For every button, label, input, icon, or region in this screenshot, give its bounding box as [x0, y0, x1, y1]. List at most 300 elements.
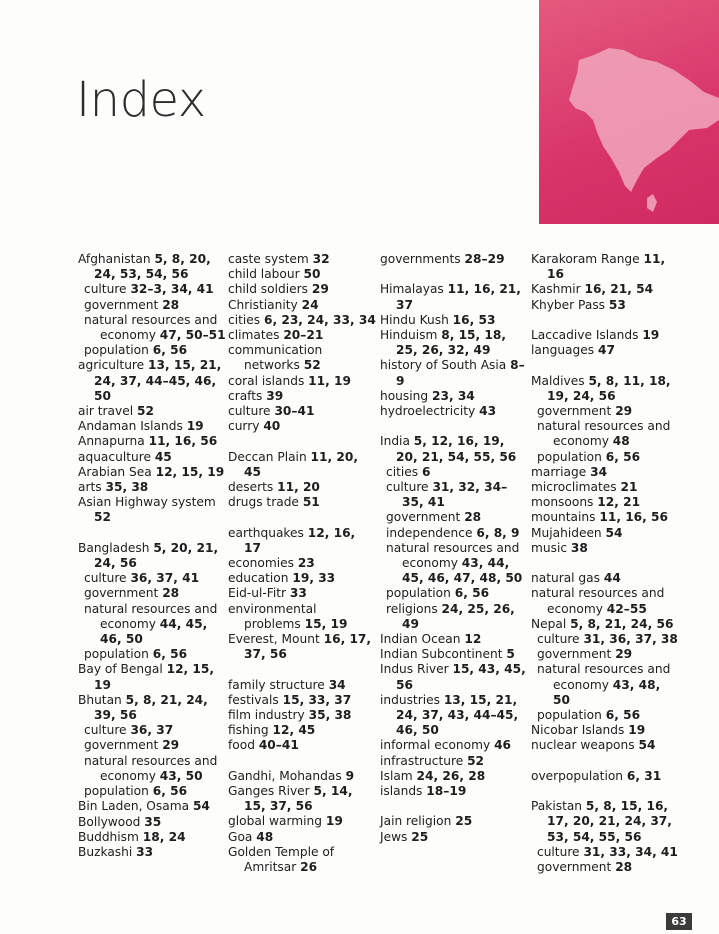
index-entry — [78, 815, 226, 830]
index-gap — [531, 784, 679, 799]
index-term: marriage — [531, 464, 587, 479]
index-pages: 23, 34 — [431, 388, 475, 403]
index-entry — [78, 495, 226, 525]
index-subentry — [78, 586, 226, 601]
index-term: population — [537, 449, 602, 464]
index-entry — [228, 495, 376, 510]
index-entry — [531, 495, 679, 510]
index-pages: 51 — [302, 495, 320, 510]
index-term: Buzkashi — [78, 844, 133, 859]
index-subentry — [380, 526, 528, 541]
index-pages: 34 — [590, 464, 608, 479]
index-term: culture — [84, 571, 127, 586]
index-term: Annapurna — [78, 434, 145, 449]
index-pages: 36, 37 — [130, 723, 174, 738]
index-subentry — [78, 343, 226, 358]
index-pages: 54 — [192, 799, 210, 814]
index-pages: 52 — [94, 510, 111, 525]
index-pages: 11, 20, 45 — [244, 449, 358, 479]
index-term: natural gas — [531, 571, 600, 586]
index-pages: 12, 16, 17 — [244, 525, 356, 555]
index-entry — [531, 252, 679, 282]
index-term: Nicobar Islands — [531, 723, 625, 738]
index-term: culture — [84, 282, 127, 297]
index-pages: 31, 32, 34–35, 41 — [402, 480, 508, 510]
index-term: Eid-ul-Fitr — [228, 586, 287, 601]
index-column-4 — [531, 252, 679, 875]
index-term: independence — [386, 525, 473, 540]
index-subentry — [380, 465, 528, 480]
index-pages: 12, 45 — [272, 723, 316, 738]
index-term: caste system — [228, 252, 309, 266]
index-term: Khyber Pass — [531, 297, 606, 312]
index-term: Gandhi, Mohandas — [228, 768, 342, 783]
index-pages: 42–55 — [606, 601, 647, 616]
index-subentry — [78, 298, 226, 313]
index-pages: 13, 15, 21, 24, 37, 44–45, 46, 50 — [94, 358, 222, 403]
index-term: Indian Ocean — [380, 632, 461, 647]
index-term: Buddhism — [78, 829, 139, 844]
index-entry — [228, 571, 376, 586]
index-entry — [228, 845, 376, 875]
index-entry — [228, 708, 376, 723]
index-term: natural resources and economy — [84, 753, 218, 783]
index-pages: 36, 37, 41 — [130, 571, 200, 586]
index-entry — [380, 647, 528, 662]
index-entry — [78, 358, 226, 404]
index-pages: 16, 17, 37, 56 — [244, 632, 372, 662]
index-term: education — [228, 571, 289, 586]
index-term: natural resources and economy — [531, 586, 665, 616]
index-term: islands — [380, 784, 423, 799]
index-entry — [380, 814, 528, 829]
index-subentry — [531, 845, 679, 860]
index-pages: 43, 48, 50 — [553, 677, 661, 707]
index-term: food — [228, 738, 255, 753]
south-asia-map-icon — [539, 0, 719, 224]
index-gap — [531, 358, 679, 373]
page-number: 63 — [666, 913, 692, 930]
index-term: fishing — [228, 723, 269, 738]
index-subentry — [78, 754, 226, 784]
index-subentry — [78, 313, 226, 343]
index-pages: 15, 19 — [304, 616, 348, 631]
index-term: Golden Temple of Amritsar — [228, 844, 335, 875]
index-subentry — [78, 738, 226, 753]
index-term: languages — [531, 343, 595, 358]
index-term: natural resources and economy — [84, 601, 218, 631]
index-term: monsoons — [531, 495, 594, 510]
index-term: government — [84, 738, 159, 753]
index-term: film industry — [228, 708, 305, 723]
index-pages: 12, 15, 19 — [155, 464, 225, 479]
index-pages: 35, 38 — [105, 480, 149, 495]
index-term: culture — [84, 723, 127, 738]
index-pages: 11, 16 — [547, 252, 666, 282]
index-pages: 28 — [464, 510, 482, 525]
index-pages: 30–41 — [274, 404, 315, 419]
index-term: agriculture — [78, 358, 145, 373]
index-pages: 16, 53 — [452, 312, 496, 327]
index-term: Karakoram Range — [531, 252, 640, 266]
index-pages: 54 — [638, 738, 656, 753]
index-pages: 15, 43, 45, 56 — [396, 662, 526, 692]
index-column-2 — [228, 252, 376, 875]
index-pages: 5 — [506, 647, 515, 662]
index-gap — [380, 419, 528, 434]
index-pages: 5, 8, 11, 18, 19, 24, 56 — [547, 373, 671, 403]
index-pages: 24, 25, 26, 49 — [402, 601, 515, 631]
index-entry — [228, 556, 376, 571]
index-column-3 — [380, 252, 528, 845]
index-term: government — [537, 647, 612, 662]
index-pages: 24 — [301, 297, 319, 312]
index-entry — [380, 252, 528, 267]
index-term: population — [386, 586, 451, 601]
index-pages: 21 — [620, 480, 638, 495]
index-term: Bangladesh — [78, 540, 150, 555]
index-pages: 16, 21, 54 — [584, 282, 654, 297]
index-term: Jain religion — [380, 814, 452, 829]
index-pages: 54 — [605, 525, 623, 540]
index-pages: 6, 31 — [626, 768, 662, 783]
index-entry — [380, 358, 528, 388]
index-pages: 33 — [289, 586, 307, 601]
index-term: natural resources and economy — [537, 662, 671, 692]
index-entry — [78, 252, 226, 282]
index-term: Jews — [380, 829, 408, 844]
index-entry — [380, 632, 528, 647]
index-entry — [228, 738, 376, 753]
index-pages: 25 — [411, 829, 429, 844]
index-entry — [380, 830, 528, 845]
index-pages: 15, 33, 37 — [282, 692, 352, 707]
index-entry — [228, 814, 376, 829]
index-term: climates — [228, 328, 280, 343]
index-term: global warming — [228, 814, 322, 829]
index-subentry — [531, 404, 679, 419]
index-term: Indian Subcontinent — [380, 647, 503, 662]
index-entry — [78, 693, 226, 723]
index-entry — [228, 343, 376, 373]
index-pages: 19 — [325, 814, 343, 829]
index-gap — [380, 267, 528, 282]
index-entry — [78, 662, 226, 692]
index-entry — [78, 480, 226, 495]
index-term: mountains — [531, 510, 596, 525]
index-pages: 32–3, 34, 41 — [130, 282, 214, 297]
index-subentry — [380, 602, 528, 632]
index-term: coral islands — [228, 373, 305, 388]
index-gap — [228, 754, 376, 769]
index-pages: 34 — [328, 677, 346, 692]
index-gap — [228, 510, 376, 525]
index-term: India — [380, 434, 410, 449]
index-pages: 18, 24 — [142, 829, 186, 844]
index-pages: 44, 45, 46, 50 — [100, 616, 208, 647]
index-entry — [228, 526, 376, 556]
index-term: Himalayas — [380, 282, 444, 297]
index-term: Bollywood — [78, 814, 141, 829]
index-term: culture — [537, 844, 580, 859]
index-pages: 28 — [615, 860, 633, 875]
index-term: Christianity — [228, 297, 298, 312]
index-entry — [380, 389, 528, 404]
index-pages: 8, 15, 18, 25, 26, 32, 49 — [396, 328, 506, 358]
index-entry — [78, 434, 226, 449]
index-subentry — [531, 450, 679, 465]
index-pages: 5, 14, 15, 37, 56 — [244, 784, 353, 814]
index-term: government — [537, 404, 612, 418]
index-subentry — [531, 860, 679, 875]
index-entry — [531, 586, 679, 616]
index-term: Hindu Kush — [380, 312, 449, 327]
index-term: government — [537, 860, 612, 875]
index-pages: 6, 8, 9 — [476, 525, 520, 540]
index-term: population — [84, 784, 149, 799]
index-subentry — [78, 784, 226, 799]
index-term: natural resources and economy — [84, 312, 218, 343]
index-entry — [228, 678, 376, 693]
index-subentry — [78, 602, 226, 648]
index-entry — [228, 632, 376, 662]
index-pages: 50 — [303, 267, 321, 282]
index-term: Deccan Plain — [228, 449, 307, 464]
index-pages: 47, 50–51 — [159, 328, 226, 343]
index-entry — [531, 480, 679, 495]
index-term: cities — [228, 312, 261, 327]
index-entry — [531, 374, 679, 404]
index-term: arts — [78, 480, 102, 495]
index-pages: 52 — [303, 358, 321, 373]
index-term: culture — [386, 480, 429, 495]
index-subentry — [78, 723, 226, 738]
index-pages: 32 — [312, 252, 330, 266]
index-subentry — [531, 708, 679, 723]
index-term: Ganges River — [228, 784, 310, 799]
index-pages: 19, 33 — [292, 571, 336, 586]
index-term: Kashmir — [531, 282, 581, 297]
index-pages: 47 — [597, 343, 615, 358]
index-subentry — [78, 282, 226, 297]
index-pages: 11, 16, 21, 37 — [396, 282, 521, 312]
index-pages: 40–41 — [258, 738, 299, 753]
index-term: overpopulation — [531, 768, 624, 783]
index-subentry — [380, 586, 528, 601]
index-pages: 5, 8, 20, 24, 53, 54, 56 — [94, 252, 211, 282]
index-pages: 28 — [162, 586, 180, 601]
index-pages: 43, 44, 45, 46, 47, 48, 50 — [402, 556, 523, 586]
index-entry — [380, 282, 528, 312]
index-pages: 12 — [464, 632, 482, 647]
index-term: population — [537, 708, 602, 723]
index-pages: 43 — [479, 404, 497, 419]
map-panel — [539, 0, 719, 224]
index-term: child labour — [228, 267, 300, 282]
index-gap — [78, 526, 226, 541]
index-subentry — [78, 571, 226, 586]
index-term: communication networks — [228, 343, 323, 373]
index-pages: 46 — [494, 738, 512, 753]
index-pages: 43, 50 — [159, 768, 203, 783]
index-entry — [380, 784, 528, 799]
index-term: infrastructure — [380, 753, 464, 768]
index-entry — [380, 404, 528, 419]
index-subentry — [380, 541, 528, 587]
index-entry — [531, 541, 679, 556]
index-pages: 23 — [297, 556, 315, 571]
index-entry — [380, 434, 528, 464]
index-pages: 29 — [615, 404, 633, 418]
index-entry — [531, 526, 679, 541]
index-term: Arabian Sea — [78, 464, 152, 479]
index-entry — [531, 328, 679, 343]
index-entry — [78, 845, 226, 860]
index-entry — [228, 404, 376, 419]
index-term: Laccadive Islands — [531, 328, 639, 342]
index-term: Andaman Islands — [78, 419, 183, 434]
index-subentry — [531, 632, 679, 647]
index-term: government — [386, 510, 461, 525]
index-term: Bin Laden, Osama — [78, 799, 190, 814]
index-pages: 20–21 — [283, 328, 324, 343]
index-pages: 6, 56 — [152, 647, 188, 662]
index-pages: 11, 16, 56 — [148, 434, 218, 449]
index-pages: 45 — [154, 449, 172, 464]
index-gap — [531, 556, 679, 571]
index-pages: 12, 21 — [597, 495, 641, 510]
index-entry — [78, 541, 226, 571]
index-pages: 31, 36, 37, 38 — [583, 632, 678, 647]
index-entry — [531, 343, 679, 358]
index-pages: 38 — [570, 540, 588, 555]
index-subentry — [531, 647, 679, 662]
index-gap — [531, 313, 679, 328]
index-subentry — [531, 419, 679, 449]
index-term: air travel — [78, 404, 134, 419]
index-entry — [228, 830, 376, 845]
bleed-through-text — [380, 70, 540, 220]
index-pages: 26 — [300, 860, 318, 875]
index-pages: 48 — [256, 829, 274, 844]
index-pages: 13, 15, 21, 24, 37, 43, 44–45, 46, 50 — [396, 692, 519, 738]
index-entry — [228, 723, 376, 738]
index-term: Indus River — [380, 662, 449, 677]
index-pages: 52 — [136, 404, 154, 419]
index-term: culture — [537, 632, 580, 647]
index-term: Hinduism — [380, 328, 438, 342]
index-pages: 11, 20 — [277, 480, 320, 495]
index-pages: 31, 33, 34, 41 — [583, 844, 678, 859]
index-term: Bay of Bengal — [78, 662, 163, 677]
index-pages: 6, 23, 24, 33, 34 — [263, 312, 376, 327]
index-gap — [531, 754, 679, 769]
index-pages: 44 — [603, 571, 621, 586]
index-term: natural resources and economy — [537, 419, 671, 449]
index-pages: 53 — [608, 297, 626, 312]
index-entry — [531, 799, 679, 845]
index-term: Bhutan — [78, 692, 122, 707]
index-subentry — [78, 647, 226, 662]
index-pages: 11, 19 — [308, 373, 351, 388]
index-entry — [228, 784, 376, 814]
index-entry — [380, 662, 528, 692]
index-term: housing — [380, 388, 429, 403]
index-pages: 5, 8, 21, 24, 39, 56 — [94, 692, 208, 723]
index-entry — [78, 404, 226, 419]
index-entry — [78, 450, 226, 465]
index-entry — [228, 693, 376, 708]
index-pages: 35, 38 — [308, 708, 352, 723]
index-pages: 6, 56 — [152, 343, 188, 358]
index-term: government — [84, 586, 159, 601]
index-pages: 48 — [612, 434, 630, 449]
index-term: environmental problems — [228, 601, 317, 631]
index-term: Mujahideen — [531, 525, 602, 540]
index-pages: 5, 8, 15, 16, 17, 20, 21, 24, 37, 53, 54, 55, 56 — [547, 799, 672, 844]
index-pages: 6, 56 — [605, 708, 641, 723]
index-entry — [531, 723, 679, 738]
index-pages: 8–9 — [396, 358, 525, 388]
index-term: deserts — [228, 480, 274, 495]
index-term: population — [84, 647, 149, 662]
index-entry — [228, 374, 376, 389]
index-term: hydroelectricity — [380, 404, 476, 419]
index-term: aquaculture — [78, 449, 151, 464]
index-gap — [380, 799, 528, 814]
index-pages: 6, 56 — [605, 449, 641, 464]
index-pages: 12, 15, 19 — [94, 662, 215, 692]
index-pages: 40 — [263, 419, 281, 434]
index-term: population — [84, 343, 149, 358]
index-pages: 11, 16, 56 — [599, 510, 668, 525]
index-column-1 — [78, 252, 226, 860]
index-term: crafts — [228, 388, 263, 403]
index-term: religions — [386, 601, 438, 616]
index-pages: 28–29 — [464, 252, 505, 266]
index-entry — [380, 769, 528, 784]
index-term: Afghanistan — [78, 252, 151, 266]
index-entry — [78, 830, 226, 845]
index-pages: 29 — [311, 282, 329, 297]
index-term: Pakistan — [531, 799, 583, 814]
index-term: Goa — [228, 829, 253, 844]
index-term: Everest, Mount — [228, 632, 320, 647]
index-entry — [228, 419, 376, 434]
index-pages: 28 — [162, 297, 180, 312]
index-pages: 35 — [144, 814, 162, 829]
index-term: nuclear weapons — [531, 738, 635, 753]
index-entry — [228, 769, 376, 784]
index-pages: 25 — [455, 814, 473, 829]
index-entry — [531, 510, 679, 525]
index-subentry — [380, 510, 528, 525]
index-entry — [228, 602, 376, 632]
index-entry — [531, 298, 679, 313]
index-subentry — [531, 662, 679, 708]
index-term: governments — [380, 252, 461, 266]
index-term: music — [531, 540, 568, 555]
page-title: Index — [76, 72, 206, 128]
index-pages: 6, 56 — [454, 586, 490, 601]
index-term: government — [84, 297, 159, 312]
index-term: child soldiers — [228, 282, 308, 297]
index-entry — [228, 389, 376, 404]
index-pages: 19 — [628, 723, 646, 738]
index-entry — [228, 298, 376, 313]
index-pages: 29 — [162, 738, 180, 753]
index-pages: 39 — [266, 388, 284, 403]
